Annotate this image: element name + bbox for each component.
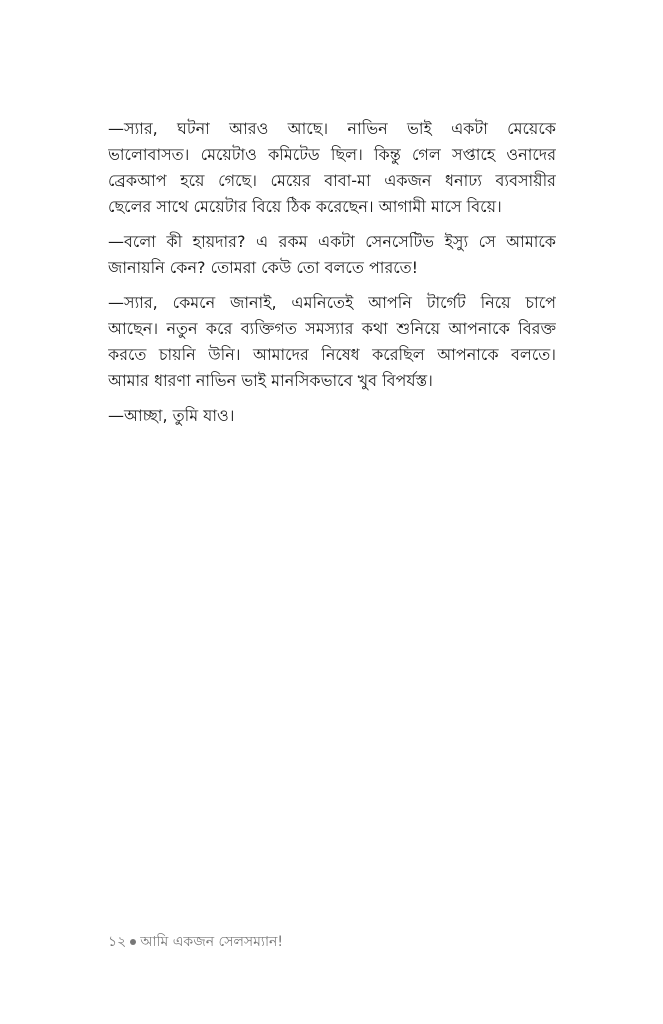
page-footer — [108, 930, 283, 954]
text-line: —বলো কী হায়দার? এ রকম একটা সেনসেটিভ ইস্যু সে আমাকে — [108, 232, 556, 251]
bullet-icon — [130, 939, 136, 945]
text-line: —স্যার, কেমনে জানাই, এমনিতেই আপনি টার্গেট নিয়ে চাপে — [108, 293, 556, 312]
paragraph-3 — [108, 290, 556, 394]
text-line: আমার ধারণা নাভিন ভাই মানসিকভাবে খুব বিপর্যস্ত। — [108, 371, 433, 390]
paragraph-4 — [108, 403, 556, 429]
text-line: আছেন। নতুন করে ব্যক্তিগত সমস্যার কথা শুনিয়ে আপনাকে বিরক্ত — [108, 319, 556, 338]
text-line: ভালোবাসত। মেয়েটাও কমিটেড ছিল। কিন্তু গেল সপ্তাহে ওনাদের — [108, 145, 556, 164]
paragraph-2 — [108, 229, 556, 281]
paragraph-1 — [108, 116, 556, 220]
page-number: ১২ — [108, 934, 127, 950]
text-line: করতে চায়নি উনি। আমাদের নিষেধ করেছিল আপনাকে বলতে। — [108, 345, 556, 364]
text-line: জানায়নি কেন? তোমরা কেউ তো বলতে পারতে! — [108, 258, 419, 277]
text-line: ছেলের সাথে মেয়েটার বিয়ে ঠিক করেছেন। আগামী মাসে বিয়ে। — [108, 197, 502, 216]
text-line: —স্যার, ঘটনা আরও আছে। নাভিন ভাই একটা মেয়েকে — [108, 119, 556, 138]
text-line: ব্রেকআপ হয়ে গেছে। মেয়ের বাবা-মা একজন ধনাঢ্য ব্যবসায়ীর — [108, 171, 556, 190]
book-title: আমি একজন সেলসম্যান! — [140, 934, 283, 950]
text-line: —আচ্ছা, তুমি যাও। — [108, 406, 235, 425]
